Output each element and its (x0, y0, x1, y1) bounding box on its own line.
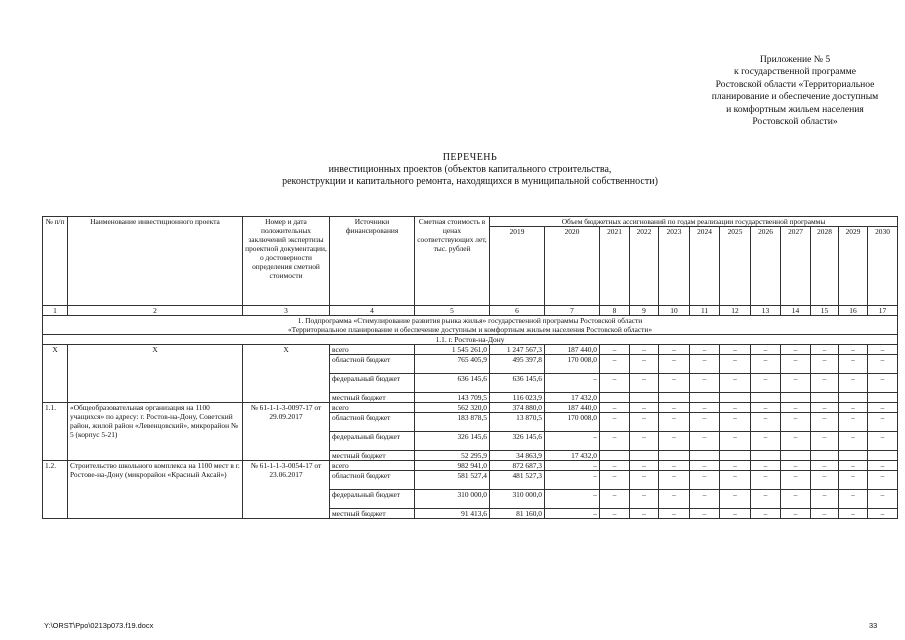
cost-cell: 91 413,6 (415, 509, 490, 519)
year-value-cell: – (868, 509, 898, 519)
year-value-cell: – (630, 461, 659, 471)
year-value-cell (751, 393, 781, 403)
year-value-cell: 187 440,0 (545, 403, 600, 413)
year-value-cell: – (659, 432, 690, 451)
year-value-cell: 872 687,3 (490, 461, 545, 471)
page-number: 33 (869, 621, 878, 630)
title-sub1: инвестиционных проектов (объектов капитального строительства, (328, 164, 612, 175)
year-value-cell: – (781, 471, 811, 490)
year-value-cell: – (600, 432, 630, 451)
header-name: Наименование инвестиционного проекта (68, 217, 243, 306)
year-value-cell: – (545, 509, 600, 519)
column-number: 10 (659, 306, 690, 316)
source-cell: федеральный бюджет (330, 374, 415, 393)
section-title (43, 316, 898, 335)
section-line1: 1. Подпрограмма «Стимулирование развития рынка жилья» государственной программы Ростовской области (297, 316, 643, 325)
column-number: 1 (43, 306, 68, 316)
year-value-cell: – (839, 355, 868, 374)
column-number: 7 (545, 306, 600, 316)
year-value-cell: – (781, 509, 811, 519)
year-value-cell: – (751, 355, 781, 374)
year-value-cell: – (868, 471, 898, 490)
year-value-cell: – (811, 374, 839, 393)
year-value-cell: – (659, 509, 690, 519)
column-number: 4 (330, 306, 415, 316)
column-number: 8 (600, 306, 630, 316)
year-value-cell: – (781, 413, 811, 432)
year-value-cell: – (781, 403, 811, 413)
year-value-cell: – (659, 461, 690, 471)
year-value-cell: – (839, 461, 868, 471)
year-header: 2022 (630, 227, 659, 306)
year-value-cell: – (630, 374, 659, 393)
projects-table (42, 216, 898, 519)
year-value-cell: – (600, 471, 630, 490)
year-value-cell: – (600, 355, 630, 374)
year-header: 2030 (868, 227, 898, 306)
year-header: 2020 (545, 227, 600, 306)
year-value-cell (781, 393, 811, 403)
year-value-cell: 17 432,0 (545, 393, 600, 403)
year-value-cell: – (545, 374, 600, 393)
year-value-cell (839, 393, 868, 403)
year-value-cell (720, 393, 751, 403)
year-value-cell: – (811, 403, 839, 413)
cost-cell: 1 545 261,0 (415, 345, 490, 355)
year-value-cell: – (751, 461, 781, 471)
header-source: Источники финансирования (330, 217, 415, 306)
year-value-cell (868, 451, 898, 461)
year-value-cell: – (751, 471, 781, 490)
year-value-cell (720, 451, 751, 461)
year-value-cell: – (868, 490, 898, 509)
column-number: 2 (68, 306, 243, 316)
header-budget: Объем бюджетных ассигнований по годам реализации государственной программы (490, 217, 898, 227)
column-number: 11 (690, 306, 720, 316)
file-path: Y:\ORST\Ppo\0213p073.f19.docx (44, 621, 154, 630)
year-value-cell: – (659, 490, 690, 509)
column-number: 9 (630, 306, 659, 316)
year-value-cell: – (600, 374, 630, 393)
year-value-cell (839, 451, 868, 461)
project-num: 1.1. (43, 403, 68, 461)
year-value-cell: – (868, 432, 898, 451)
source-cell: всего (330, 345, 415, 355)
column-number: 5 (415, 306, 490, 316)
year-value-cell: – (839, 345, 868, 355)
year-value-cell: – (781, 345, 811, 355)
year-value-cell (600, 393, 630, 403)
year-value-cell (659, 393, 690, 403)
section-row (43, 316, 898, 335)
year-value-cell: – (811, 461, 839, 471)
source-cell: областной бюджет (330, 413, 415, 432)
year-value-cell: – (811, 490, 839, 509)
source-cell: федеральный бюджет (330, 432, 415, 451)
year-value-cell (811, 451, 839, 461)
year-value-cell: – (659, 345, 690, 355)
appendix-line: Приложение № 5 (759, 54, 831, 65)
year-value-cell: – (690, 403, 720, 413)
year-value-cell: – (690, 509, 720, 519)
source-cell: федеральный бюджет (330, 490, 415, 509)
column-number: 13 (751, 306, 781, 316)
year-value-cell: – (839, 403, 868, 413)
cost-cell: 636 145,6 (415, 374, 490, 393)
title-main: ПЕРЕЧЕНЬ (442, 152, 498, 163)
project-doc: Х (243, 345, 330, 403)
table-row (43, 403, 898, 413)
year-header: 2028 (811, 227, 839, 306)
year-value-cell: – (811, 413, 839, 432)
year-header: 2024 (690, 227, 720, 306)
year-value-cell: – (720, 403, 751, 413)
cost-cell: 143 709,5 (415, 393, 490, 403)
year-value-cell: – (751, 413, 781, 432)
header-num: № п/п (43, 217, 68, 306)
year-value-cell (781, 451, 811, 461)
cost-cell: 562 320,0 (415, 403, 490, 413)
year-value-cell: – (811, 355, 839, 374)
year-value-cell (600, 451, 630, 461)
year-value-cell: – (720, 355, 751, 374)
year-value-cell (811, 393, 839, 403)
year-value-cell (868, 393, 898, 403)
year-value-cell: – (839, 509, 868, 519)
column-number: 15 (811, 306, 839, 316)
column-number: 6 (490, 306, 545, 316)
year-value-cell: 310 000,0 (490, 490, 545, 509)
year-value-cell: – (545, 432, 600, 451)
table-row (43, 461, 898, 471)
year-value-cell: – (720, 432, 751, 451)
source-cell: областной бюджет (330, 355, 415, 374)
project-name: Х (68, 345, 243, 403)
year-value-cell: – (630, 355, 659, 374)
year-value-cell: 326 145,6 (490, 432, 545, 451)
project-doc: № 61-1-1-3-0097-17 от 29.09.2017 (243, 403, 330, 461)
year-value-cell: – (600, 461, 630, 471)
year-value-cell: – (690, 471, 720, 490)
year-value-cell: – (720, 461, 751, 471)
year-value-cell: – (545, 490, 600, 509)
appendix-line: Ростовской области «Территориальное (715, 78, 875, 90)
cost-cell: 765 405,9 (415, 355, 490, 374)
year-header: 2023 (659, 227, 690, 306)
year-header: 2029 (839, 227, 868, 306)
year-value-cell: – (839, 490, 868, 509)
year-value-cell: – (781, 432, 811, 451)
appendix-line: к государственной программе (734, 66, 856, 78)
year-value-cell: 495 397,8 (490, 355, 545, 374)
year-value-cell (630, 393, 659, 403)
column-number: 3 (243, 306, 330, 316)
year-value-cell: – (659, 403, 690, 413)
year-value-cell: – (868, 461, 898, 471)
cost-cell: 326 145,6 (415, 432, 490, 451)
year-value-cell: 170 008,0 (545, 413, 600, 432)
project-name: Строительство школьного комплекса на 1100 мест в г. Ростове-на-Дону (микрорайон «Красный Аксай») (68, 461, 243, 519)
year-header: 2027 (781, 227, 811, 306)
year-value-cell: 374 880,0 (490, 403, 545, 413)
cost-cell: 982 941,0 (415, 461, 490, 471)
year-value-cell: – (720, 490, 751, 509)
cost-cell: 52 295,9 (415, 451, 490, 461)
year-header: 2025 (720, 227, 751, 306)
table-row (43, 345, 898, 355)
year-value-cell: – (600, 509, 630, 519)
year-value-cell: – (690, 490, 720, 509)
year-value-cell: 34 863,9 (490, 451, 545, 461)
column-number: 17 (868, 306, 898, 316)
year-value-cell: 170 008,0 (545, 355, 600, 374)
year-value-cell: – (690, 345, 720, 355)
year-value-cell: 187 440,0 (545, 345, 600, 355)
year-value-cell: – (781, 374, 811, 393)
year-value-cell (690, 451, 720, 461)
project-num: Х (43, 345, 68, 403)
year-value-cell: 1 247 567,3 (490, 345, 545, 355)
title-sub2: реконструкции и капитального ремонта, находящихся в муниципальной собственности) (282, 176, 658, 187)
year-value-cell: – (751, 374, 781, 393)
year-value-cell: – (868, 403, 898, 413)
appendix-block (700, 54, 890, 128)
year-value-cell: – (545, 471, 600, 490)
year-value-cell: – (751, 403, 781, 413)
year-value-cell: – (630, 471, 659, 490)
year-value-cell: 17 432,0 (545, 451, 600, 461)
project-doc: № 61-1-1-3-0054-17 от 23.06.2017 (243, 461, 330, 519)
header-cost: Сметная стоимость в ценах соответствующих лет, тыс. рублей (415, 217, 490, 306)
year-value-cell: – (659, 374, 690, 393)
year-value-cell: – (839, 374, 868, 393)
year-value-cell: – (659, 413, 690, 432)
year-value-cell: – (868, 374, 898, 393)
year-value-cell: – (630, 345, 659, 355)
year-value-cell: – (690, 374, 720, 393)
year-value-cell (751, 451, 781, 461)
year-value-cell: – (811, 345, 839, 355)
cost-cell: 581 527,4 (415, 471, 490, 490)
cost-cell: 183 878,5 (415, 413, 490, 432)
source-cell: областной бюджет (330, 471, 415, 490)
year-value-cell: – (600, 413, 630, 432)
cost-cell: 310 000,0 (415, 490, 490, 509)
column-number: 12 (720, 306, 751, 316)
year-header: 2021 (600, 227, 630, 306)
year-value-cell: – (751, 345, 781, 355)
column-numbers-row (43, 306, 898, 316)
year-value-cell: – (720, 471, 751, 490)
year-value-cell: – (839, 471, 868, 490)
year-value-cell: – (600, 403, 630, 413)
year-value-cell (630, 451, 659, 461)
year-value-cell: – (751, 432, 781, 451)
year-value-cell: – (781, 355, 811, 374)
section-line2: «Территориальное планирование и обеспечение доступным и комфортным жильем населения Ростовской области» (287, 325, 653, 334)
year-value-cell: – (839, 432, 868, 451)
year-value-cell: – (659, 355, 690, 374)
year-value-cell: – (811, 432, 839, 451)
year-value-cell: – (868, 413, 898, 432)
year-value-cell: – (690, 461, 720, 471)
source-cell: местный бюджет (330, 509, 415, 519)
year-value-cell: – (630, 509, 659, 519)
year-value-cell: – (720, 509, 751, 519)
year-value-cell: 636 145,6 (490, 374, 545, 393)
year-value-cell: – (690, 413, 720, 432)
year-value-cell: – (868, 355, 898, 374)
year-value-cell (690, 393, 720, 403)
year-value-cell: – (600, 345, 630, 355)
year-value-cell: – (720, 374, 751, 393)
source-cell: местный бюджет (330, 393, 415, 403)
year-value-cell (659, 451, 690, 461)
year-value-cell: 481 527,3 (490, 471, 545, 490)
year-header: 2026 (751, 227, 781, 306)
source-cell: всего (330, 461, 415, 471)
year-value-cell: – (839, 413, 868, 432)
document-title (200, 152, 740, 188)
year-value-cell: – (600, 490, 630, 509)
year-value-cell: – (630, 490, 659, 509)
year-value-cell: – (690, 432, 720, 451)
year-value-cell: 81 160,0 (490, 509, 545, 519)
year-value-cell: – (659, 471, 690, 490)
year-value-cell: – (720, 413, 751, 432)
year-value-cell: – (690, 355, 720, 374)
source-cell: местный бюджет (330, 451, 415, 461)
year-value-cell: – (720, 345, 751, 355)
year-value-cell: – (811, 471, 839, 490)
project-num: 1.2. (43, 461, 68, 519)
column-number: 14 (781, 306, 811, 316)
year-value-cell: – (781, 490, 811, 509)
appendix-line: планирование и обеспечение доступным (711, 91, 879, 103)
city-title: 1.1. г. Ростов-на-Дону (43, 335, 898, 345)
year-value-cell: 116 023,9 (490, 393, 545, 403)
year-value-cell: – (751, 509, 781, 519)
year-value-cell: – (545, 461, 600, 471)
project-name: «Общеобразовательная организация на 1100 учащихся» по адресу: г. Ростов-на-Дону, Советский район, жилой район «Левенцовский», микрорайон № 5 (корпус 5-21) (68, 403, 243, 461)
column-number: 16 (839, 306, 868, 316)
appendix-line: Ростовской области» (752, 116, 838, 128)
year-value-cell: – (630, 403, 659, 413)
city-row (43, 335, 898, 345)
year-value-cell: – (781, 461, 811, 471)
source-cell: всего (330, 403, 415, 413)
appendix-line: и комфортным жильем населения (726, 103, 864, 115)
year-value-cell: – (751, 490, 781, 509)
header-doc: Номер и дата положительных заключений экспертизы проектной документации, о достоверности определения сметной стоимости (243, 217, 330, 306)
year-value-cell: – (630, 413, 659, 432)
year-value-cell: – (868, 345, 898, 355)
header-row (43, 217, 898, 227)
year-value-cell: – (811, 509, 839, 519)
year-value-cell: 13 870,5 (490, 413, 545, 432)
year-value-cell: – (630, 432, 659, 451)
year-header: 2019 (490, 227, 545, 306)
